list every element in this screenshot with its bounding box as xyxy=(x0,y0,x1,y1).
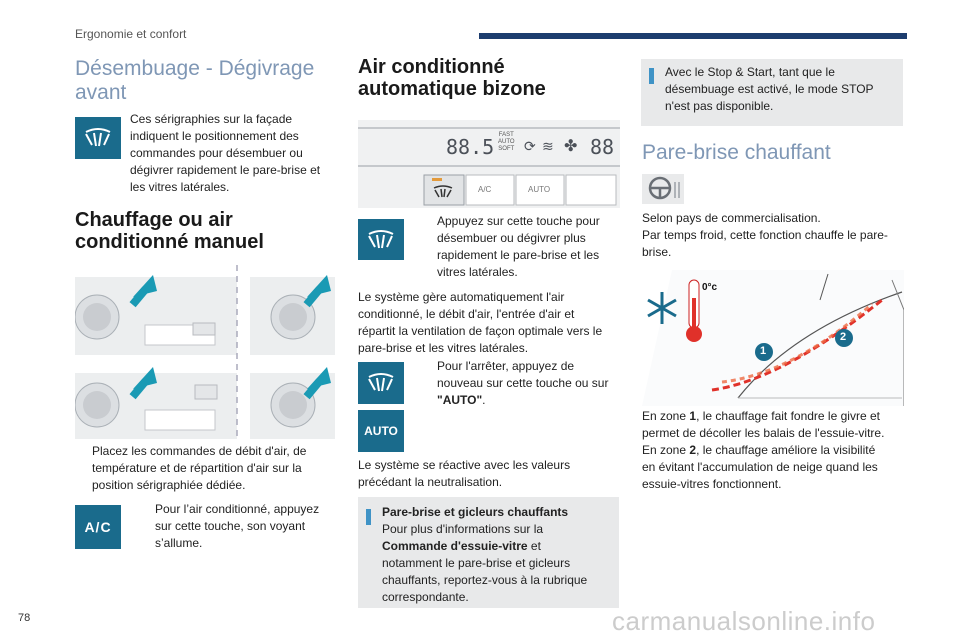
panel-auto-button: AUTO xyxy=(528,185,551,194)
ac-button-icon: A/C xyxy=(75,505,121,549)
zone-2-label: 2 xyxy=(840,331,847,343)
windscreen-illustration xyxy=(642,270,904,406)
info-stop-start-text: Avec le Stop & Start, tant que le désembuage est activé, le mode STOP n'est pas disponible. xyxy=(665,65,874,113)
heading-desembuage: Désembuage - Dégivrage avant xyxy=(75,57,315,104)
panel-ac-button: A/C xyxy=(478,185,492,194)
manual-controls-illustration xyxy=(75,265,335,440)
zone-1-label: 1 xyxy=(760,345,767,357)
fan-icon: ✤ xyxy=(564,138,578,155)
system-paragraph: Le système gère automatiquement l'air conditionné, le débit d'air, l'entrée d'air et répartit la ventilation de façon optimale vers le pare-brise et les vitres latérales. xyxy=(358,290,603,355)
pare-brise-paragraph: Selon pays de commercialisation. Par temps froid, cette fonction chauffe le pare- brise. xyxy=(642,211,888,259)
temperature-label: 0°c xyxy=(702,282,718,293)
info-box-text: Pare-brise et gicleurs chauffants Pour plus d'informations sur la Commande d'essuie-vitre et notamment le pare-brise et gicleurs chauffants, reportez-vous à la rubrique correspondante. xyxy=(382,505,588,604)
intro-text: Ces sérigraphies sur la façade indiquent le positionnement des commandes pour désembuer ou dégivrer rapidement le pare-brise et les vitres latérales. xyxy=(130,112,321,194)
ac-text: Pour l’air conditionné, appuyez sur cette touche, son voyant s’allume. xyxy=(155,502,320,550)
info-bar xyxy=(649,68,654,84)
fan-mode-labels: FAST AUTO SOFT xyxy=(498,132,515,152)
panel-defrost-icon xyxy=(432,184,454,198)
info-box-heated-windscreen xyxy=(358,497,619,608)
bullet-text: Placez les commandes de débit d'air, de température et de répartition d'air sur la position sérigraphiée dédiée. xyxy=(92,444,307,492)
section-header: Ergonomie et confort xyxy=(75,27,187,41)
auto-button-icon: AUTO xyxy=(358,410,404,452)
heading-pare-brise-chauffant: Pare-brise chauffant xyxy=(642,141,831,164)
defrost-icon xyxy=(358,362,404,404)
defrost-icon xyxy=(75,117,121,159)
temp-display-right: 88 xyxy=(590,135,615,159)
step2-text: Pour l'arrêter, appuyez de nouveau sur cette touche ou sur "AUTO". xyxy=(437,359,609,407)
heading-air-auto: Air conditionné automatique bizone xyxy=(358,56,546,100)
step1-text: Appuyez sur cette touche pour désembuer ou dégivrer plus rapidement le pare-brise et les vitres latérales. xyxy=(437,214,600,279)
temp-display-left: 88.5 xyxy=(446,135,495,159)
auto-panel-illustration xyxy=(358,120,620,208)
steering-heated-icon xyxy=(642,174,684,204)
info-box-stop-start xyxy=(641,59,903,126)
defrost-icon xyxy=(358,219,404,260)
reactivate-paragraph: Le système se réactive avec les valeurs précédant la neutralisation. xyxy=(358,458,571,489)
header-bar xyxy=(479,33,907,39)
heading-chauffage-manuel: Chauffage ou air conditionné manuel xyxy=(75,209,264,253)
info-bar xyxy=(366,509,371,525)
zones-paragraph: En zone 1, le chauffage fait fondre le givre et permet de décoller les balais de l'essuie-vitre. En zone 2, le chauffage améliore la visibilité en évitant l'accumulation de neige quand les essuie-vitres fonctionnent. xyxy=(642,409,885,491)
watermark: carmanualsonline.info xyxy=(612,606,876,636)
page-number: 78 xyxy=(18,612,31,624)
airflow-icon: ≋ xyxy=(542,138,554,154)
recirc-icon: ⟳ xyxy=(524,138,536,154)
